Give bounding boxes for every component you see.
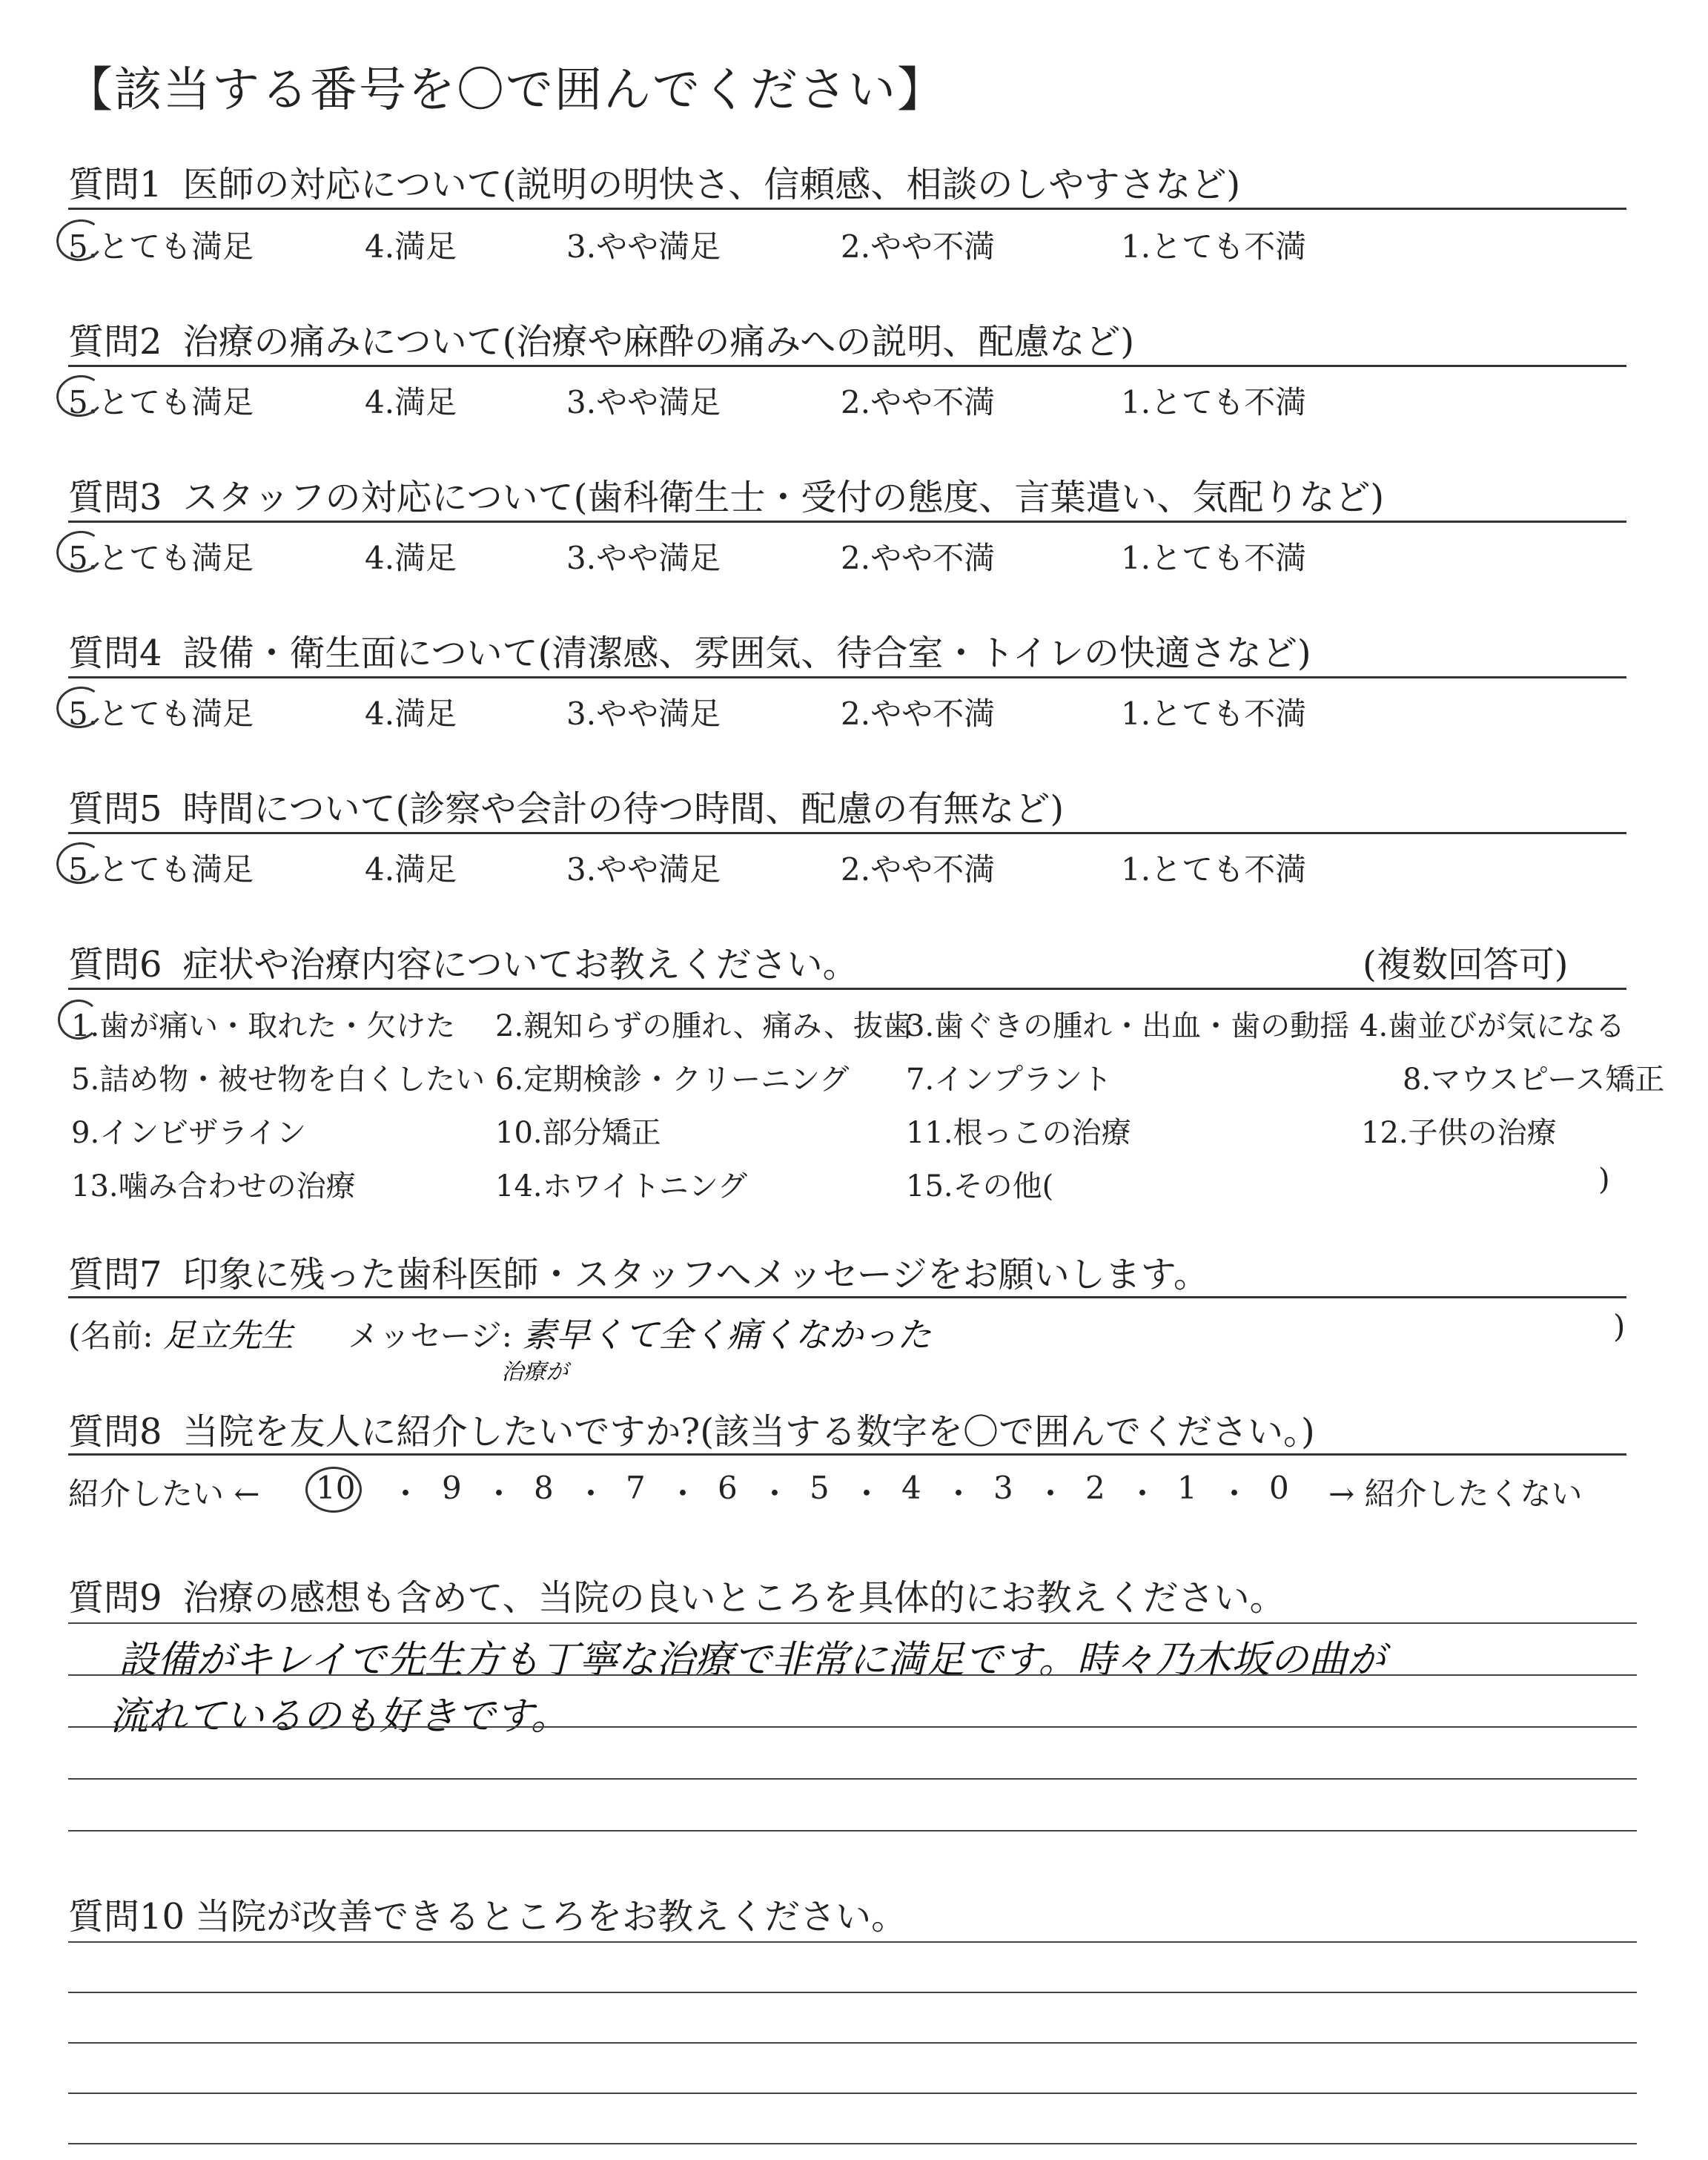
scale-5[interactable]: 5 [810, 1470, 830, 1506]
option-3[interactable]: 3.歯ぐきの腫れ・出血・歯の動揺 [906, 1009, 1350, 1043]
option-4[interactable]: 4.満足 [365, 384, 457, 420]
question-3 [68, 469, 1384, 520]
option-3[interactable]: 3.やや満足 [566, 851, 721, 888]
scale-right-label: → 紹介したくない [1328, 1476, 1583, 1512]
option-4[interactable]: 4.歯並びが気になる [1360, 1009, 1626, 1043]
scale-2[interactable]: 2 [1085, 1470, 1105, 1506]
answer-line [68, 1622, 1637, 1624]
option-2[interactable]: 2.やや不満 [841, 384, 996, 420]
divider [68, 365, 1626, 367]
question-7 [68, 1246, 1209, 1297]
option-4[interactable]: 4.満足 [365, 540, 457, 576]
scale-8[interactable]: 8 [534, 1470, 554, 1506]
q2-options [68, 378, 1625, 423]
question-number: 質問10 [68, 1896, 185, 1938]
divider [68, 521, 1626, 523]
option-2[interactable]: 2.やや不満 [841, 696, 996, 732]
answer-line [68, 1992, 1637, 1993]
option-1[interactable]: 1.とても不満 [1121, 540, 1307, 576]
scale-4[interactable]: 4 [901, 1470, 921, 1506]
page-heading: 【該当する番号を〇で囲んでください】 [65, 63, 946, 118]
question-1 [68, 156, 1240, 207]
option-5[interactable]: 5.とても満足 [68, 690, 254, 734]
answer-line [68, 2042, 1637, 2044]
scale-dot: ・ [1035, 1476, 1067, 1512]
option-5[interactable]: 5.とても満足 [68, 845, 254, 890]
option-8[interactable]: 8.マウスピース矯正 [1403, 1063, 1665, 1097]
scale-9[interactable]: 9 [442, 1470, 462, 1506]
selection-circle [58, 1000, 99, 1040]
question-2 [68, 313, 1134, 364]
scale-dot: ・ [390, 1476, 422, 1512]
question-text: 治療の痛みについて(治療や麻酔の痛みへの説明、配慮など) [182, 321, 1135, 363]
question-number: 質問4 [68, 633, 162, 674]
q1-options [68, 222, 1625, 267]
option-1[interactable]: 1.とても不満 [1121, 696, 1307, 732]
option-6[interactable]: 6.定期検診・クリーニング [495, 1063, 850, 1097]
scale-1[interactable]: 1 [1177, 1470, 1197, 1506]
question-number: 質問9 [68, 1577, 162, 1619]
option-4[interactable]: 4.満足 [365, 696, 457, 732]
option-3[interactable]: 3.やや満足 [566, 540, 721, 576]
question-text: 時間について(診察や会計の待つ時間、配慮の有無など) [182, 788, 1065, 830]
scale-0[interactable]: 0 [1269, 1470, 1289, 1506]
answer-line [68, 1778, 1637, 1780]
option-14[interactable]: 14.ホワイトニング [495, 1169, 748, 1203]
scale-6[interactable]: 6 [718, 1470, 738, 1506]
answer-line [68, 2093, 1637, 2094]
option-2[interactable]: 2.やや不満 [841, 851, 996, 888]
scale-3[interactable]: 3 [993, 1470, 1013, 1506]
question-text: 印象に残った歯科医師・スタッフへメッセージをお願いします。 [182, 1254, 1209, 1295]
option-3[interactable]: 3.やや満足 [566, 384, 721, 420]
q9-answer-line-1[interactable]: 設備がキレイで先生方も丁寧な治療で非常に満足です。時々乃木坂の曲が [119, 1638, 1386, 1682]
name-value[interactable]: 足立先生 [162, 1317, 294, 1355]
answer-line [68, 2143, 1637, 2144]
question-number: 質問6 [68, 944, 162, 985]
question-text: 医師の対応について(説明の明快さ、信頼感、相談のしやすさなど) [182, 164, 1241, 205]
scale-left-label: 紹介したい ← [68, 1476, 260, 1512]
option-10[interactable]: 10.部分矯正 [495, 1116, 661, 1150]
option-7[interactable]: 7.インプラント [906, 1063, 1113, 1097]
option-5[interactable]: 5.とても満足 [68, 378, 254, 423]
scale-dot: ・ [483, 1476, 515, 1512]
q7-close: ) [1613, 1308, 1626, 1344]
scale-dot: ・ [1219, 1476, 1251, 1512]
question-number: 質問2 [68, 321, 162, 363]
scale-dot: ・ [575, 1476, 607, 1512]
question-text: 設備・衛生面について(清潔感、雰囲気、待合室・トイレの快適さなど) [182, 633, 1311, 674]
scale-10[interactable]: 10 [316, 1470, 355, 1506]
divider [68, 1296, 1626, 1298]
scale-dot: ・ [851, 1476, 883, 1512]
name-label: (名前: [68, 1318, 153, 1354]
q9-answer-line-2[interactable]: 流れているのも好きです。 [110, 1694, 569, 1739]
option-5[interactable]: 5.とても満足 [68, 534, 254, 578]
scale-dot: ・ [943, 1476, 975, 1512]
q5-options [68, 845, 1625, 890]
option-15-close: ) [1598, 1163, 1610, 1197]
q3-options [68, 534, 1625, 578]
option-1[interactable]: 1.とても不満 [1121, 851, 1307, 888]
divider [68, 1453, 1626, 1456]
option-3[interactable]: 3.やや満足 [566, 228, 721, 265]
question-6 [68, 936, 858, 987]
divider [68, 208, 1626, 210]
question-text: 当院が改善できるところをお教えください。 [195, 1896, 907, 1938]
question-5 [68, 780, 1064, 831]
option-15[interactable]: 15.その他( [906, 1169, 1054, 1203]
option-2[interactable]: 2.親知らずの腫れ、痛み、抜歯 [495, 1009, 913, 1043]
question-4 [68, 624, 1311, 676]
option-4[interactable]: 4.満足 [365, 851, 457, 888]
option-2[interactable]: 2.やや不満 [841, 228, 996, 265]
option-2[interactable]: 2.やや不満 [841, 540, 996, 576]
question-number: 質問3 [68, 477, 162, 518]
scale-dot: ・ [1127, 1476, 1159, 1512]
option-5[interactable]: 5.とても満足 [68, 222, 254, 267]
answer-line [68, 1941, 1637, 1943]
question-number: 質問5 [68, 788, 162, 830]
question-text: 治療の感想も含めて、当院の良いところを具体的にお教えください。 [182, 1577, 1285, 1619]
answer-line [68, 1830, 1637, 1832]
option-4[interactable]: 4.満足 [365, 228, 457, 265]
message-label: メッセージ: [348, 1318, 512, 1354]
option-5[interactable]: 5.詰め物・被せ物を白くしたい [71, 1063, 486, 1097]
divider [68, 832, 1626, 834]
divider [68, 988, 1626, 990]
question-text: 当院を友人に紹介したいですか?(該当する数字を〇で囲んでください。) [182, 1411, 1315, 1453]
message-insertion: 治療が [501, 1359, 569, 1385]
option-1[interactable]: 1.歯が痛い・取れた・欠けた [71, 1003, 455, 1045]
question-number: 質問7 [68, 1254, 162, 1295]
message-value[interactable]: 治療が 素早くて全く痛くなかった [501, 1315, 932, 1385]
question-number: 質問8 [68, 1411, 162, 1453]
q4-options [68, 690, 1625, 734]
selection-circle [305, 1467, 362, 1513]
answer-line [68, 1674, 1637, 1676]
scale-dot: ・ [667, 1476, 699, 1512]
q7-answer [68, 1308, 932, 1385]
scale-7[interactable]: 7 [626, 1470, 646, 1506]
multiple-answer-note: (複数回答可) [1363, 944, 1569, 985]
question-9 [68, 1569, 1285, 1620]
option-3[interactable]: 3.やや満足 [566, 696, 721, 732]
divider [68, 676, 1626, 678]
question-10 [68, 1888, 907, 1939]
option-12[interactable]: 12.子供の治療 [1361, 1116, 1557, 1150]
question-8 [68, 1403, 1315, 1454]
option-1[interactable]: 1.とても不満 [1121, 228, 1307, 265]
question-text: 症状や治療内容についてお教えください。 [182, 944, 858, 985]
question-number: 質問1 [68, 164, 162, 205]
option-1[interactable]: 1.とても不満 [1121, 384, 1307, 420]
option-13[interactable]: 13.噛み合わせの治療 [71, 1169, 356, 1203]
question-text: スタッフの対応について(歯科衛生士・受付の態度、言葉遣い、気配りなど) [182, 477, 1385, 518]
answer-line [68, 1726, 1637, 1728]
option-11[interactable]: 11.根っこの治療 [906, 1116, 1131, 1150]
scale-dot: ・ [759, 1476, 791, 1512]
option-9[interactable]: 9.インビザライン [71, 1116, 306, 1150]
